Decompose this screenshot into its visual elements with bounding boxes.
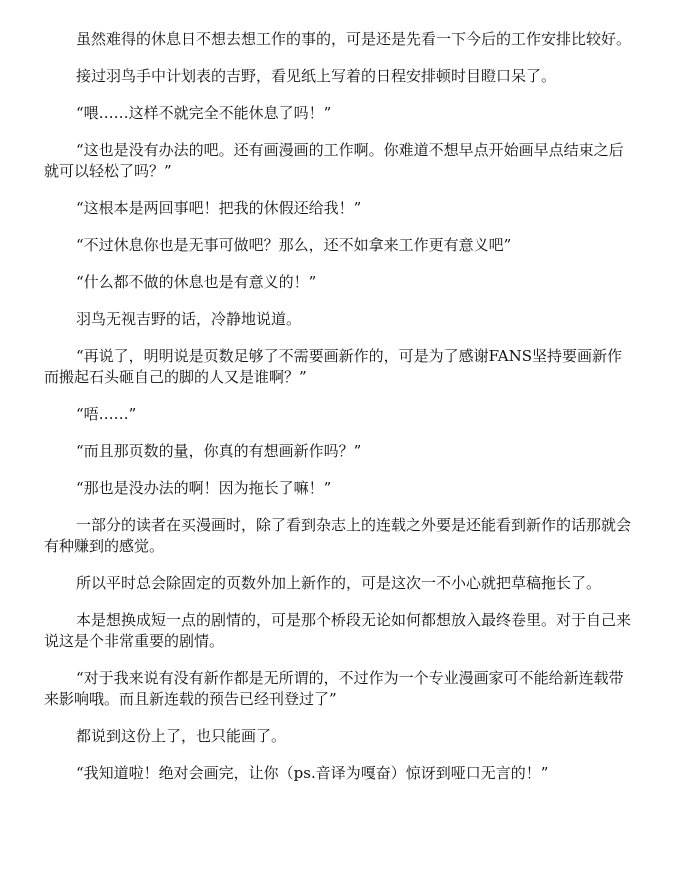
paragraph-12: “那也是没办法的啊！因为拖长了嘛！” <box>76 479 332 497</box>
paragraph-4: “这也是没有办法的吧。还有画漫画的工作啊。你难道不想早点开始画早点结束之后就可以轻松了吗？” <box>44 141 624 180</box>
paragraph-16: “对于我来说有没有新作都是无所谓的，不过作为一个专业漫画家可不能给新连载带来影响哦。而且新连载的预告已经刊登过了” <box>44 669 624 708</box>
paragraph-13: 一部分的读者在买漫画时，除了看到杂志上的连载之外要是还能看到新作的话那就会有种赚到的感觉。 <box>44 516 632 555</box>
paragraph-3: “喂……这样不就完全不能休息了吗！” <box>76 104 332 122</box>
paragraph-8: 羽鸟无视吉野的话，冷静地说道。 <box>76 310 302 328</box>
paragraph-17: 都说到这份上了，也只能画了。 <box>76 727 287 745</box>
paragraph-9: “再说了，明明说是页数足够了不需要画新作的，可是为了感谢FANS坚持要画新作而搬起石头砸自己的脚的人又是谁啊？” <box>44 347 623 386</box>
paragraph-15: 本是想换成短一点的剧情的，可是那个桥段无论如何都想放入最终卷里。对于自己来说这是个非常重要的剧情。 <box>44 611 632 650</box>
paragraph-11: “而且那页数的量，你真的有想画新作吗？” <box>76 442 362 460</box>
paragraph-5: “这根本是两回事吧！把我的休假还给我！” <box>76 199 362 217</box>
paragraph-18: “我知道啦！绝对会画完，让你（ps.音译为嘎奋）惊讶到哑口无言的！” <box>76 764 549 782</box>
paragraph-14: 所以平时总会除固定的页数外加上新作的，可是这次一不小心就把草稿拖长了。 <box>76 574 602 592</box>
paragraph-2: 接过羽鸟手中计划表的吉野，看见纸上写着的日程安排顿时目瞪口呆了。 <box>76 67 557 85</box>
paragraph-10: “唔……” <box>76 405 137 423</box>
paragraph-7: “什么都不做的休息也是有意义的！” <box>76 273 317 291</box>
paragraph-1: 虽然难得的休息日不想去想工作的事的，可是还是先看一下今后的工作安排比较好。 <box>76 30 632 48</box>
paragraph-6: “不过休息你也是无事可做吧？那么，还不如拿来工作更有意义吧” <box>76 236 512 254</box>
